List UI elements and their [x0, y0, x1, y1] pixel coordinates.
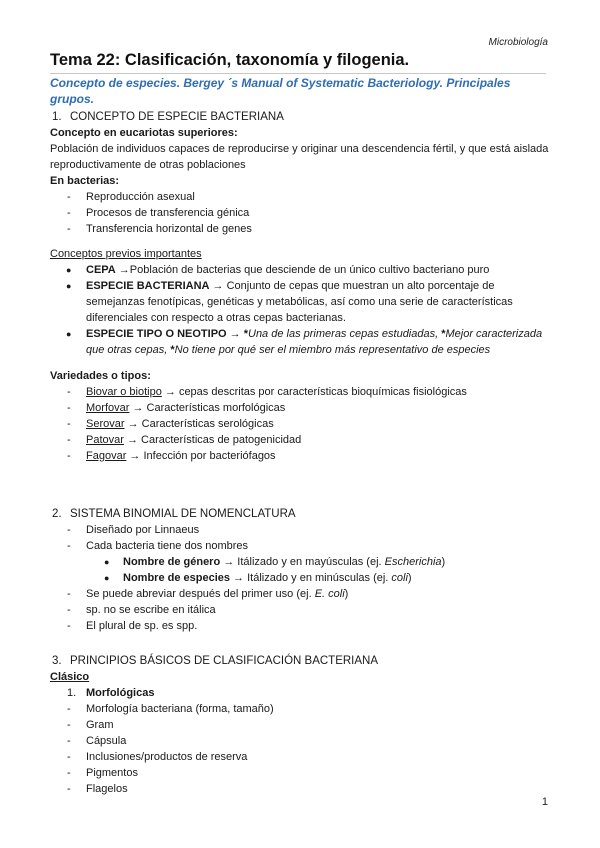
variety-item: - Morfovar → Características morfológicas	[50, 400, 550, 416]
species-rule: ● Nombre de especies → Itálizado y en minúsculas (ej. coli)	[104, 572, 412, 584]
section-3-heading: 3. PRINCIPIOS BÁSICOS DE CLASIFICACIÓN BACTERIANA	[52, 655, 379, 667]
variety-item: - Patovar → Características de patogenicidad	[50, 432, 550, 448]
variety-item: - Fagovar → Infección por bacteriófagos	[50, 448, 550, 464]
genus-rule: ● Nombre de género → Itálizado y en mayúsculas (ej. Escherichia)	[104, 556, 446, 568]
list-item: - Flagelos	[50, 781, 550, 797]
list-item: - Morfología bacteriana (forma, tamaño)	[50, 701, 550, 717]
list-item: - Reproducción asexual	[50, 189, 550, 205]
list-item: - Se puede abreviar después del primer uso (ej. E. coli)	[50, 586, 550, 602]
section-3	[50, 653, 550, 797]
section-2-heading: 2. SISTEMA BINOMIAL DE NOMENCLATURA	[52, 508, 296, 520]
eukaryote-definition: Población de individuos capaces de reproducirse y originar una descendencia fértil, y que está aislada reproductivamente de otras poblaciones	[50, 143, 549, 171]
list-item: - sp. no se escribe en itálica	[50, 602, 550, 618]
title-text: Clasificación, taxonomía y filogenia.	[120, 51, 410, 69]
list-item: - El plural de sp. es spp.	[50, 618, 550, 634]
page-title	[50, 51, 409, 70]
list-item: - Procesos de transferencia génica	[50, 205, 550, 221]
list-item: - Diseñado por Linnaeus	[50, 522, 550, 538]
section-1	[50, 109, 550, 464]
page-number: 1	[541, 796, 548, 808]
list-item: - Cápsula	[50, 733, 550, 749]
variety-item: - Biovar o biotipo → cepas descritas por características bioquímicas fisiológicas	[50, 384, 550, 400]
subtitle: Concepto de especies. Bergey ´s Manual of Systematic Bacteriology. Principales grupos.	[50, 76, 511, 106]
list-item: - Gram	[50, 717, 550, 733]
bacteria-label: En bacterias:	[50, 175, 120, 187]
morphological-heading: 1. Morfológicas	[67, 687, 155, 699]
variety-item: - Serovar → Características serológicas	[50, 416, 550, 432]
concept-especie-tipo: ● ESPECIE TIPO O NEOTIPO → *Una de las primeras cepas estudiadas, *Mejor caracterizada que otras cepas, *No tiene por qué ser el miembro más representativo de especies	[66, 328, 543, 356]
list-item: - Transferencia horizontal de genes	[50, 221, 550, 237]
eukaryote-label: Concepto en eucariotas superiores:	[50, 127, 238, 139]
title-prefix: Tema 22:	[50, 51, 121, 69]
list-item: - Cada bacteria tiene dos nombres	[50, 538, 550, 554]
concept-cepa: ● CEPA →Población de bacterias que desciende de un único cultivo bacteriano puro	[66, 264, 490, 276]
previous-concepts-label: Conceptos previos importantes	[50, 248, 202, 260]
section-2	[50, 506, 550, 634]
title-divider	[50, 73, 546, 74]
clasico-label: Clásico	[50, 671, 90, 683]
list-item: - Pigmentos	[50, 765, 550, 781]
list-item: - Inclusiones/productos de reserva	[50, 749, 550, 765]
course-header: Microbiología	[488, 37, 548, 48]
varieties-label: Variedades o tipos:	[50, 370, 151, 382]
section-1-heading: 1. CONCEPTO DE ESPECIE BACTERIANA	[52, 111, 284, 123]
concept-especie: ● ESPECIE BACTERIANA → Conjunto de cepas que muestran un alto porcentaje de semejanzas fenotípicas, genéticas y metabólicas, así como una serie de características diferenciales con respecto a otras cepas bacterianas.	[66, 280, 513, 324]
